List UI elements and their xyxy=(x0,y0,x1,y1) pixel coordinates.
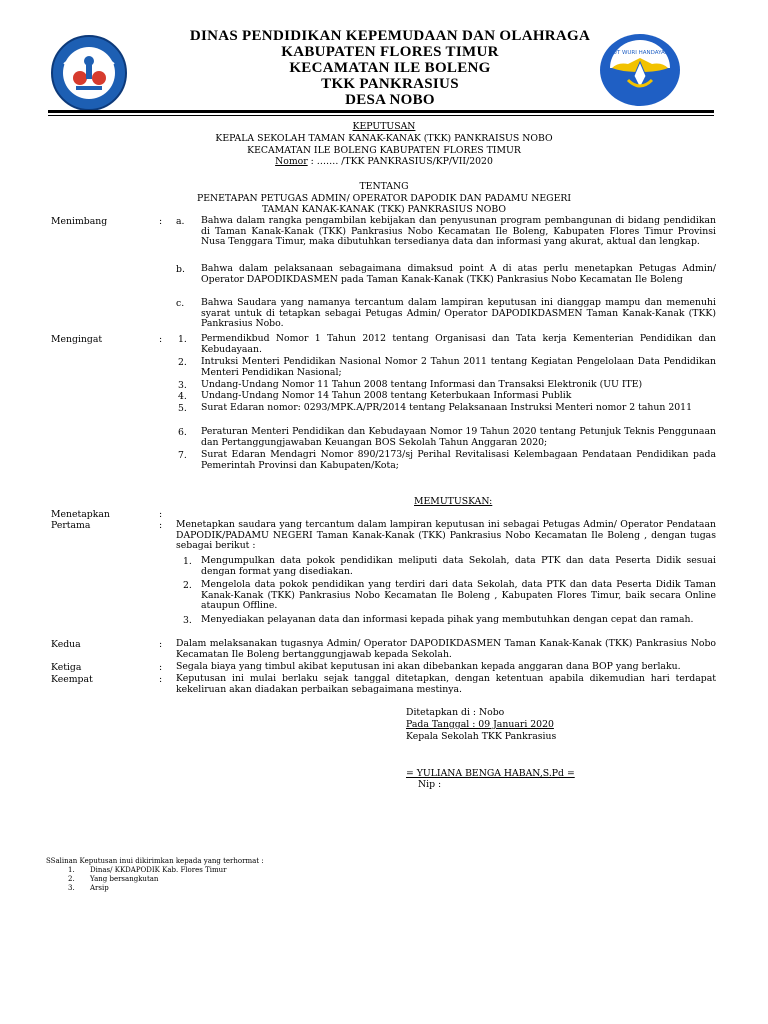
menetapkan-colon: : xyxy=(159,509,163,520)
subject-line-2: TAMAN KANAK-KANAK (TKK) PANKRASIUS NOBO xyxy=(261,204,507,215)
menimbang-marker: b. xyxy=(176,264,185,275)
mengingat-item: Undang-Undang Nomor 11 Tahun 2008 tentang Informasi dan Transaksi Elektronik (UU ITE) xyxy=(201,379,643,390)
pertama-marker: 3. xyxy=(183,615,192,626)
mengingat-marker: 1. xyxy=(178,334,187,345)
nip-label: Nip : xyxy=(418,779,442,790)
tembusan-title: SSalinan Keputusan inui dikirimkan kepada yang terhormat : xyxy=(46,857,264,865)
tembusan-marker: 2. xyxy=(68,875,75,883)
menimbang-marker: a. xyxy=(176,216,185,227)
tembusan-item: Arsip xyxy=(90,884,109,892)
keempat-label: Keempat xyxy=(51,674,93,685)
header-line-2: KABUPATEN FLORES TIMUR xyxy=(281,44,499,60)
nomor-value: : ……. /TKK PANKRASIUS/KP/VII/2020 xyxy=(307,156,493,167)
mengingat-marker: 5. xyxy=(178,403,187,414)
mengingat-marker: 3. xyxy=(178,380,187,391)
keempat-text: Keputusan ini mulai berlaku sejak tanggal ditetapkan, dengan ketentuan apabila dikemudian hari terdapat kekeliruan akan diadakan perbaikan sebagaimana mestinya. xyxy=(176,673,716,695)
mengingat-item: Permendikbud Nomor 1 Tahun 2012 tentang Organisasi dan Tata kerja Kementerian Pendidikan dan Kebudayaan. xyxy=(201,333,716,355)
kedua-colon: : xyxy=(159,639,163,650)
memutuskan-heading: MEMUTUSKAN: xyxy=(414,496,493,507)
mengingat-marker: 2. xyxy=(178,357,187,368)
keputusan-title: KEPUTUSAN xyxy=(352,121,416,132)
pertama-item: Menyediakan pelayanan data dan informasi kepada pihak yang membutuhkan dengan cepat dan ramah. xyxy=(201,614,694,625)
title-line-1: KEPALA SEKOLAH TAMAN KANAK-KANAK (TKK) PANKRAISUS NOBO xyxy=(215,133,553,144)
pertama-label: Pertama xyxy=(51,520,91,531)
mengingat-item: Undang-Undang Nomor 14 Tahun 2008 tentang Keterbukaan Informasi Publik xyxy=(201,390,572,401)
title-line-2: KECAMATAN ILE BOLENG KABUPATEN FLORES TIMUR xyxy=(247,145,521,156)
mengingat-marker: 4. xyxy=(178,391,187,402)
menimbang-item: Bahwa dalam rangka pengambilan kebijakan dan penyusunan program pembangunan di bidang pendidikan di Taman Kanak-Kanak (TKK) Pankrasius Nobo Kecamatan Ile Boleng, Kabupaten Flores Timur Provinsi Nusa Tenggara Timur, maka dibutuhkan tersedianya data dan informasi yang akurat, aktual dan lengkap. xyxy=(201,215,716,248)
tembusan-item: Yang bersangkutan xyxy=(90,875,159,883)
mengingat-item: Surat Edaran nomor: 0293/MPK.A/PR/2014 tentang Pelaksanaan Instruksi Menteri nomor 2 tahun 2011 xyxy=(201,402,692,413)
nomor-line xyxy=(0,156,768,167)
kedua-text: Dalam melaksanakan tugasnya Admin/ Operator DAPODIKDASMEN Taman Kanak-Kanak (TKK) Pankrasius Nobo Kecamatan Ile Boleng bertanggungjawab kepada Sekolah. xyxy=(176,638,716,660)
header-divider-thick xyxy=(48,110,714,113)
menetapkan-label: Menetapkan xyxy=(51,509,110,520)
tembusan-marker: 1. xyxy=(68,866,75,874)
mengingat-item: Surat Edaran Mendagri Nomor 890/2173/sj Perihal Revitalisasi Kelembagaan Pendataan Pendidikan pada Pemerintah Provinsi dan Kabupaten/Kota; xyxy=(201,449,716,471)
pertama-marker: 2. xyxy=(183,580,192,591)
ketiga-colon: : xyxy=(159,662,163,673)
jabatan: Kepala Sekolah TKK Pankrasius xyxy=(406,731,557,742)
pertama-marker: 1. xyxy=(183,556,192,567)
header-line-5: DESA NOBO xyxy=(345,92,435,108)
tentang-label: TENTANG xyxy=(359,181,409,192)
mengingat-marker: 7. xyxy=(178,450,187,461)
ketiga-text: Segala biaya yang timbul akibat keputusan ini akan dibebankan kepada anggaran dana BOP yang berlaku. xyxy=(176,661,681,672)
menimbang-marker: c. xyxy=(176,298,185,309)
ketiga-label: Ketiga xyxy=(51,662,82,673)
logo-text: TUT WURI HANDAYANI xyxy=(609,50,671,56)
header-line-1: DINAS PENDIDIKAN KEPEMUDAAN DAN OLAHRAGA xyxy=(189,28,591,44)
ditetapkan-di: Ditetapkan di : Nobo xyxy=(406,707,505,718)
mengingat-marker: 6. xyxy=(178,427,187,438)
mengingat-colon: : xyxy=(159,334,163,345)
tembusan-marker: 3. xyxy=(68,884,75,892)
menimbang-item: Bahwa Saudara yang namanya tercantum dalam lampiran keputusan ini dianggap mampu dan memenuhi syarat untuk di tetapkan sebagai Petugas Admin/ Operator DAPODIKDASMEN Taman Kanak-Kanak (TKK) Pankrasius Nobo. xyxy=(201,297,716,330)
kedua-label: Kedua xyxy=(51,639,81,650)
tembusan-item: Dinas/ KKDAPODIK Kab. Flores Timur xyxy=(90,866,227,874)
nomor-label: Nomor xyxy=(275,156,308,167)
pertama-item: Mengelola data pokok pendidikan yang terdiri dari data Sekolah, data PTK dan data Peserta Didik Taman Kanak-Kanak (TKK) Pankrasius Nobo Kecamatan Ile Boleng , Kabupaten Flores Timur, baik secara Online ataupun Offline. xyxy=(201,579,716,612)
menimbang-item: Bahwa dalam pelaksanaan sebagaimana dimaksud point A di atas perlu menetapkan Petugas Admin/ Operator DAPODIKDASMEN pada Taman Kanak-Kanak (TKK) Pankrasius Nobo Kecamatan Ile Boleng xyxy=(201,263,716,285)
header-divider-thin xyxy=(48,115,714,116)
subject-line-1: PENETAPAN PETUGAS ADMIN/ OPERATOR DAPODIK DAN PADAMU NEGERI xyxy=(196,193,572,204)
header-line-3: KECAMATAN ILE BOLENG xyxy=(289,60,491,76)
pada-tanggal: Pada Tanggal : 09 Januari 2020 xyxy=(406,719,554,730)
keempat-colon: : xyxy=(159,674,163,685)
pertama-text: Menetapkan saudara yang tercantum dalam lampiran keputusan ini sebagai Petugas Admin/ Operator Pendataan DAPODIK/PADAMU NEGERI Taman Kanak-Kanak (TKK) Pankrasius Nobo Kecamatan Ile Boleng , dengan tugas sebagai berikut : xyxy=(176,519,716,552)
mengingat-item: Intruksi Menteri Pendidikan Nasional Nomor 2 Tahun 2011 tentang Kegiatan Pengelolaan Data Pendidikan Menteri Pendidikan Nasional; xyxy=(201,356,716,378)
mengingat-label: Mengingat xyxy=(51,334,103,345)
pertama-item: Mengumpulkan data pokok pendidikan meliputi data Sekolah, data PTK dan data Peserta Didik sesuai dengan format yang disediakan. xyxy=(201,555,716,577)
menimbang-label: Menimbang xyxy=(51,216,108,227)
pertama-colon: : xyxy=(159,520,163,531)
signatory-name: = YULIANA BENGA HABAN,S.Pd = xyxy=(406,768,575,779)
menimbang-colon: : xyxy=(159,216,163,227)
header-line-4: TKK PANKRASIUS xyxy=(321,76,459,92)
mengingat-item: Peraturan Menteri Pendidikan dan Kebudayaan Nomor 19 Tahun 2020 tentang Petunjuk Teknis Penggunaan dan Pertanggungjawaban Keuangan BOS Sekolah Tahun Anggaran 2020; xyxy=(201,426,716,448)
